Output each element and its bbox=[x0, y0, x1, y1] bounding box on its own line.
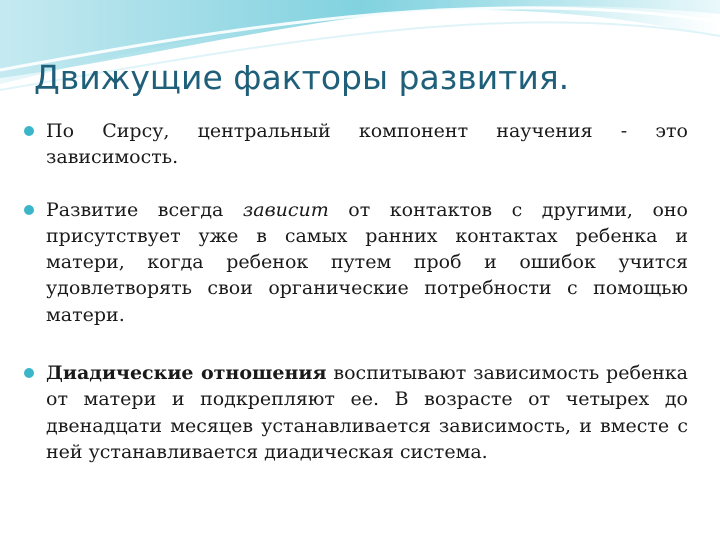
bullet-list bbox=[24, 118, 688, 465]
bullet-text-emphasis: зависит bbox=[242, 198, 329, 221]
bullet-text-after: воспитывают зависимость ребенка от матери и подкрепляют ее. В возрасте от четырех до двенадцати месяцев устанавливается зависимость, и вместе с ней устанавливается диадическая система. bbox=[46, 362, 689, 463]
bullet-text-before: Развитие всегда bbox=[46, 198, 243, 221]
bullet-text bbox=[46, 197, 688, 328]
bullet-text-bold: Диадические отношения bbox=[46, 362, 327, 385]
bullet-icon bbox=[24, 368, 34, 378]
bottom-fade bbox=[0, 500, 720, 540]
bullet-item bbox=[24, 197, 688, 328]
bullet-text bbox=[46, 360, 688, 465]
bullet-icon bbox=[24, 205, 34, 215]
bullet-text-after: от контактов с другими, оно присутствует уже в самых ранних контактах ребенка и матери, когда ребенок путем проб и ошибок учится удовлетворять свои органические потребности с помощью матери. bbox=[46, 198, 688, 326]
bullet-text: По Сирсу, центральный компонент научения - это зависимость. bbox=[46, 120, 688, 169]
slide-title: Движущие факторы развития. bbox=[34, 58, 570, 97]
bullet-item bbox=[24, 360, 688, 465]
bullet-item bbox=[24, 118, 688, 171]
bullet-icon bbox=[24, 126, 34, 136]
